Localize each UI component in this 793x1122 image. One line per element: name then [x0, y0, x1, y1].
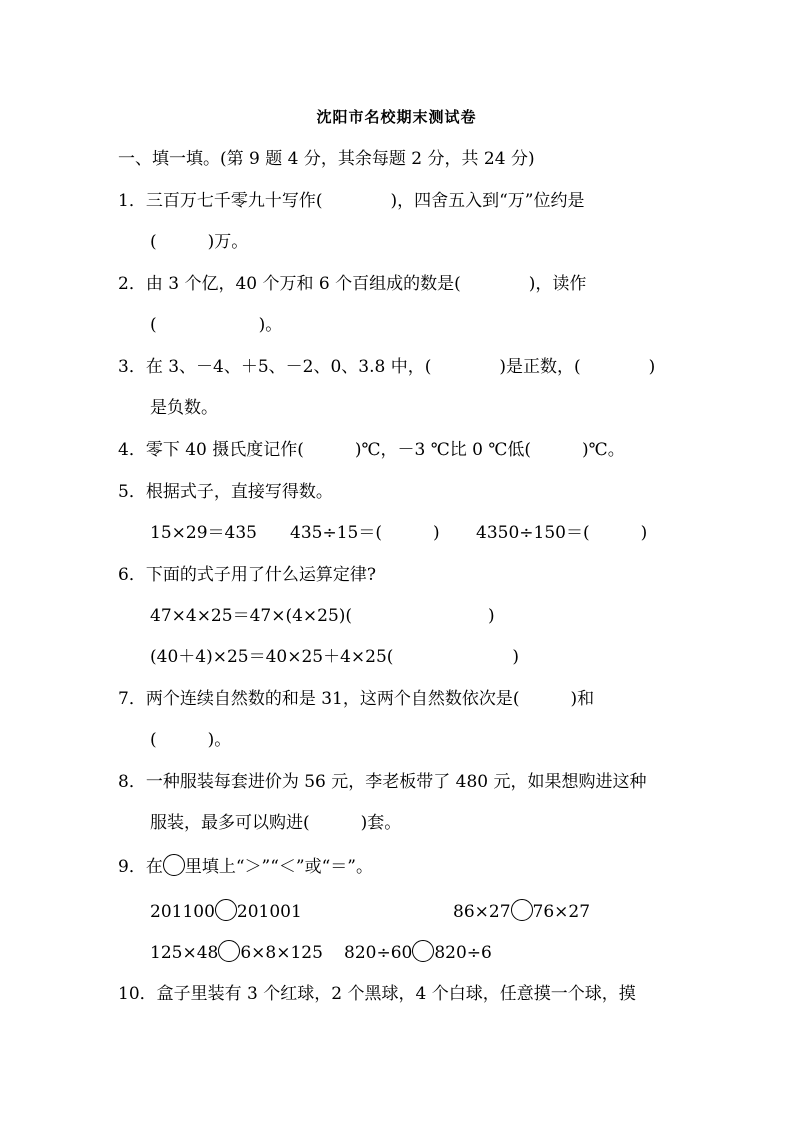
- question-9-line-1: [118, 854, 373, 878]
- compare-a-left: 201100: [150, 902, 215, 922]
- compare-c-left: 125×48: [150, 943, 219, 963]
- question-7-line-1: 7．两个连续自然数的和是 31，这两个自然数依次是( )和: [118, 689, 595, 709]
- question-1-line-1: 1．三百万七千零九十写作( )，四舍五入到“万”位约是: [118, 191, 585, 211]
- question-2-line-2: ( )。: [150, 315, 283, 335]
- compare-b-left: 86×27: [453, 902, 511, 922]
- question-9-pre: 9．在: [118, 857, 163, 877]
- compare-b-circle-icon[interactable]: [511, 899, 533, 921]
- question-5-equation-1: 15×29＝435: [150, 523, 257, 543]
- page-title: 沈阳市名校期末测试卷: [316, 108, 477, 126]
- question-5-equation-3: 4350÷150＝( ): [476, 523, 648, 543]
- question-10-line-1: 10．盒子里装有 3 个红球，2 个黑球，4 个白球，任意摸一个球，摸: [118, 984, 636, 1004]
- question-9-post: 里填上“＞”“＜”或“＝”。: [184, 857, 373, 877]
- compare-item-d: [344, 940, 492, 964]
- compare-item-c: [150, 940, 323, 964]
- compare-a-right: 201001: [236, 902, 302, 922]
- question-6-line-3: (40＋4)×25＝40×25＋4×25( ): [150, 647, 520, 667]
- question-1-line-2: ( )万。: [150, 232, 249, 252]
- question-8-line-2: 服装，最多可以购进( )套。: [150, 813, 402, 833]
- question-5-line-1: 5．根据式子，直接写得数。: [118, 482, 333, 502]
- compare-c-right: 6×8×125: [240, 943, 323, 963]
- question-6-line-1: 6．下面的式子用了什么运算定律?: [118, 565, 376, 585]
- compare-d-right: 820÷6: [434, 943, 492, 963]
- compare-d-left: 820÷60: [344, 943, 413, 963]
- compare-c-circle-icon[interactable]: [218, 940, 240, 962]
- question-4-line-1: 4．零下 40 摄氏度记作( )℃，－3 ℃比 0 ℃低( )℃。: [118, 440, 625, 460]
- section-heading: 一、填一填。(第 9 题 4 分，其余每题 2 分，共 24 分): [118, 149, 535, 169]
- question-8-line-1: 8．一种服装每套进价为 56 元，李老板带了 480 元，如果想购进这种: [118, 772, 647, 792]
- question-3-line-2: 是负数。: [150, 398, 218, 418]
- compare-b-right: 76×27: [532, 902, 591, 922]
- compare-a-circle-icon[interactable]: [215, 899, 237, 921]
- question-7-line-2: ( )。: [150, 730, 232, 750]
- compare-item-a: [150, 899, 302, 923]
- question-5-equation-2: 435÷15＝( ): [290, 523, 440, 543]
- question-6-line-2: 47×4×25＝47×(4×25)( ): [150, 606, 495, 626]
- compare-item-b: [453, 899, 590, 923]
- compare-circle-icon: [163, 854, 185, 876]
- question-2-line-1: 2．由 3 个亿，40 个万和 6 个百组成的数是( )，读作: [118, 274, 587, 294]
- question-3-line-1: 3．在 3、－4、＋5、－2、0、3.8 中，( )是正数，( ): [118, 357, 656, 377]
- compare-d-circle-icon[interactable]: [412, 940, 434, 962]
